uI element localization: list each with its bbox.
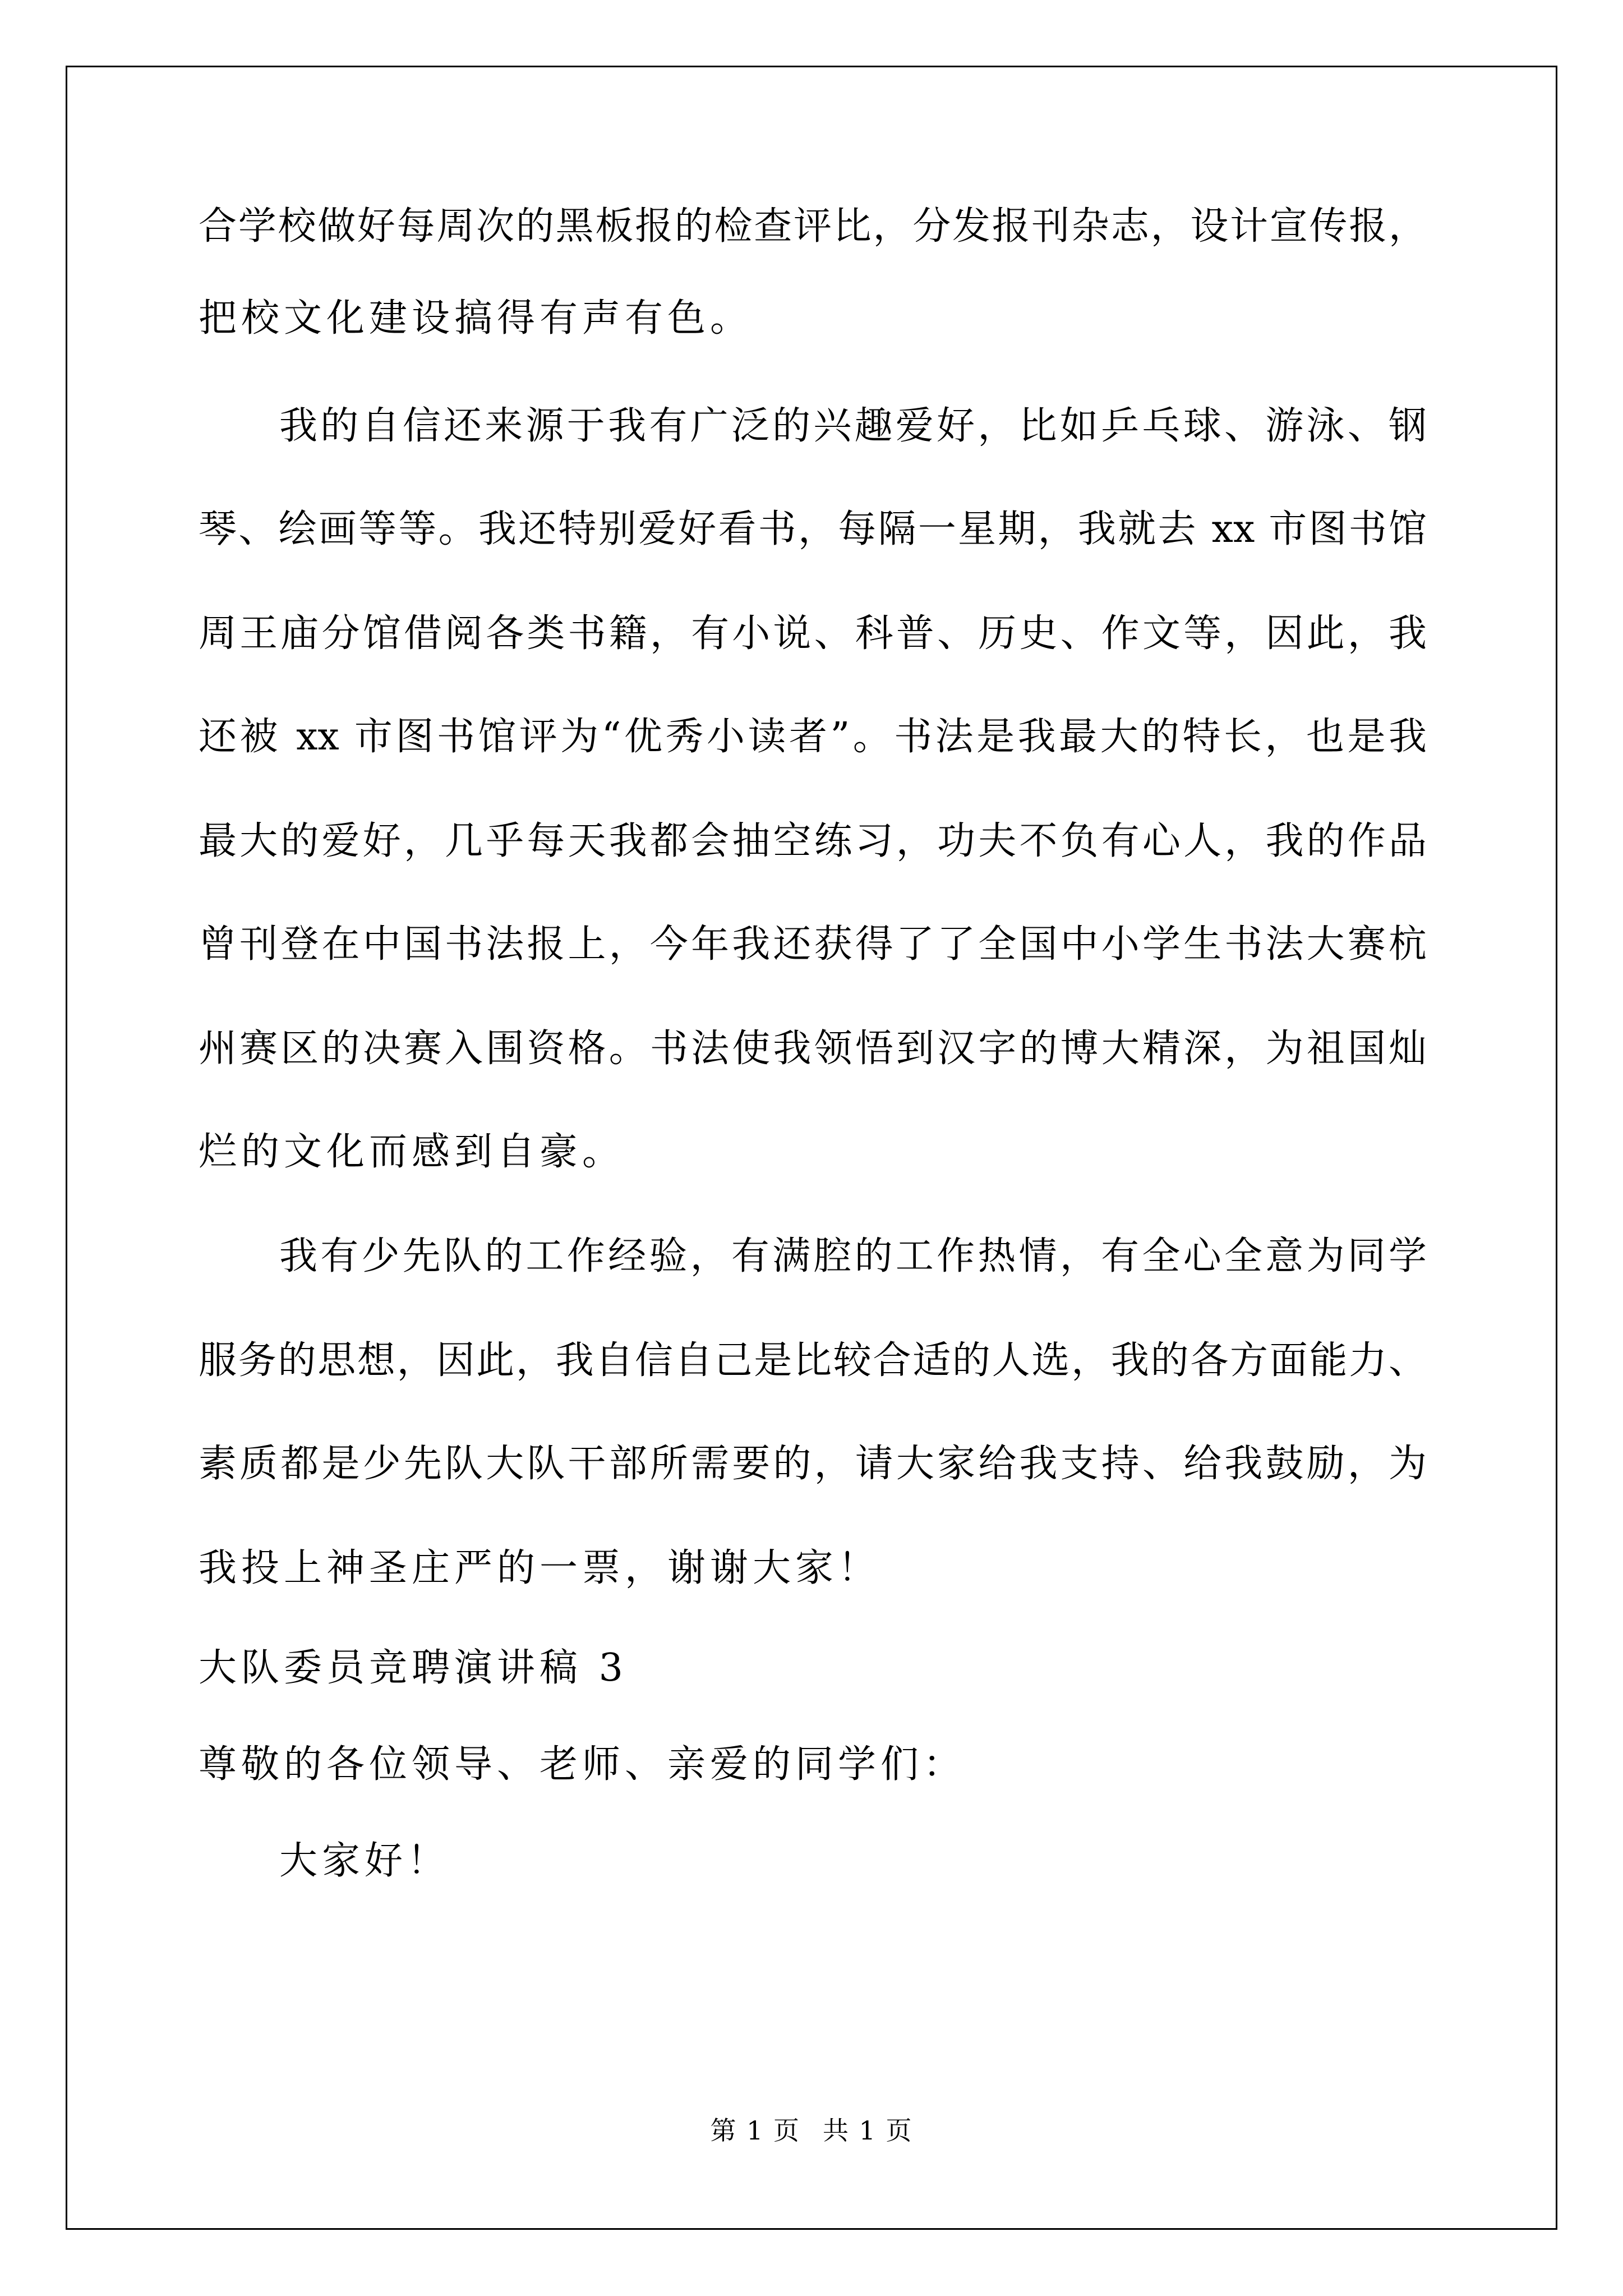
text-line-13: 素质都是少先队大队干部所需要的，请大家给我支持、给我鼓励，为 (199, 1442, 1427, 1486)
text-line-5: 周王庙分馆借阅各类书籍，有小说、科普、历史、作文等，因此，我 (199, 611, 1427, 656)
text-line-12: 服务的思想，因此，我自信自己是比较合适的人选，我的各方面能力、 (199, 1338, 1427, 1383)
text-line-4: 琴、绘画等等。我还特别爱好看书，每隔一星期，我就去 xx 市图书馆 (199, 507, 1427, 551)
page-total: 共 1 页 (823, 2115, 913, 2146)
page-number: 第 1 页 (710, 2115, 800, 2146)
text-line-11: 我有少先队的工作经验，有满腔的工作热情，有全心全意为同学 (279, 1234, 1427, 1278)
text-line-8: 曾刊登在中国书法报上，今年我还获得了了全国中小学生书法大赛杭 (199, 922, 1427, 967)
salutation: 尊敬的各位领导、老师、亲爱的同学们： (199, 1742, 966, 1787)
text-line-9: 州赛区的决赛入围资格。书法使我领悟到汉字的博大精深，为祖国灿 (199, 1027, 1427, 1071)
greeting: 大家好！ (279, 1839, 450, 1883)
page-footer (0, 2114, 1623, 2147)
text-line-3: 我的自信还来源于我有广泛的兴趣爱好，比如乒乓球、游泳、钢 (279, 404, 1427, 448)
text-line-10: 烂的文化而感到自豪。 (199, 1130, 625, 1174)
text-line-7: 最大的爱好，几乎每天我都会抽空练习，功夫不负有心人，我的作品 (199, 819, 1427, 863)
section-title: 大队委员竞聘演讲稿 3 (199, 1646, 628, 1690)
text-line-2: 把校文化建设搞得有声有色。 (199, 296, 753, 341)
text-line-6: 还被 xx 市图书馆评为“优秀小读者”。书法是我最大的特长，也是我 (199, 715, 1427, 759)
text-line-14: 我投上神圣庄严的一票，谢谢大家！ (199, 1546, 881, 1590)
text-line-1: 合学校做好每周次的黑板报的检查评比，分发报刊杂志，设计宣传报， (199, 204, 1427, 249)
